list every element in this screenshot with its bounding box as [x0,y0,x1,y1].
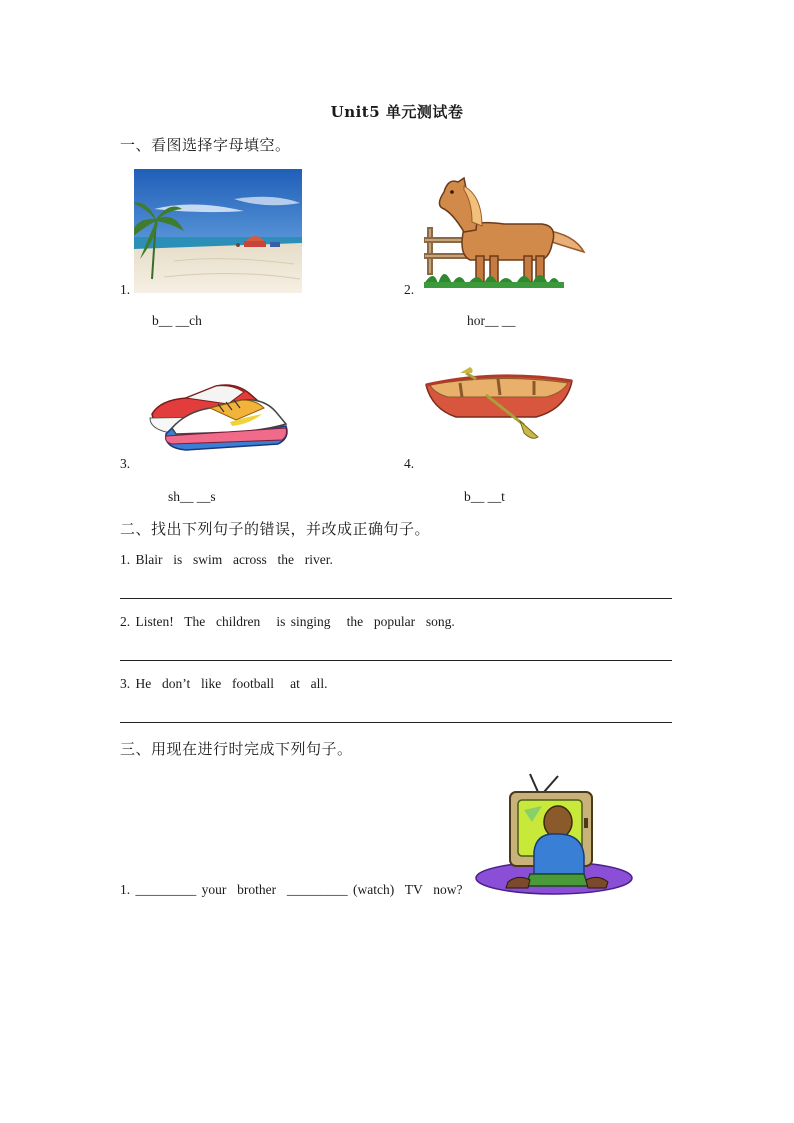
section-2-heading: 二、找出下列句子的错误，并改成正确句子。 [120,520,431,538]
shoes-image [146,378,290,454]
answer-line-3[interactable] [120,722,672,723]
page-title: Unit5 单元测试卷 [330,103,464,121]
item-4-number: 4. [404,456,415,471]
beach-image [134,169,302,293]
answer-line-1[interactable] [120,598,672,599]
item-3-number: 3. [120,456,131,471]
section-1-heading: 一、看图选择字母填空。 [120,136,291,154]
error-sentence-2: 2. Listen! The children is singing the popular song. [120,614,455,629]
boat-image [416,345,582,465]
item-2-number: 2. [404,282,415,297]
fill-sentence-1: 1. _________ your brother _________ (watch) TV now? [120,882,463,897]
item-2-blank: hor__ __ [467,313,516,328]
item-4-blank: b__ __t [464,489,505,504]
item-3-blank: sh__ __s [168,489,216,504]
error-sentence-3: 3. He don’t like football at all. [120,676,328,691]
item-1-number: 1. [120,282,131,297]
item-1-blank: b__ __ch [152,313,202,328]
answer-line-2[interactable] [120,660,672,661]
boy-watching-tv-image [472,770,634,896]
section-3-heading: 三、用现在进行时完成下列句子。 [120,740,353,758]
error-sentence-1: 1. Blair is swim across the river. [120,552,333,567]
horse-image [424,172,586,290]
